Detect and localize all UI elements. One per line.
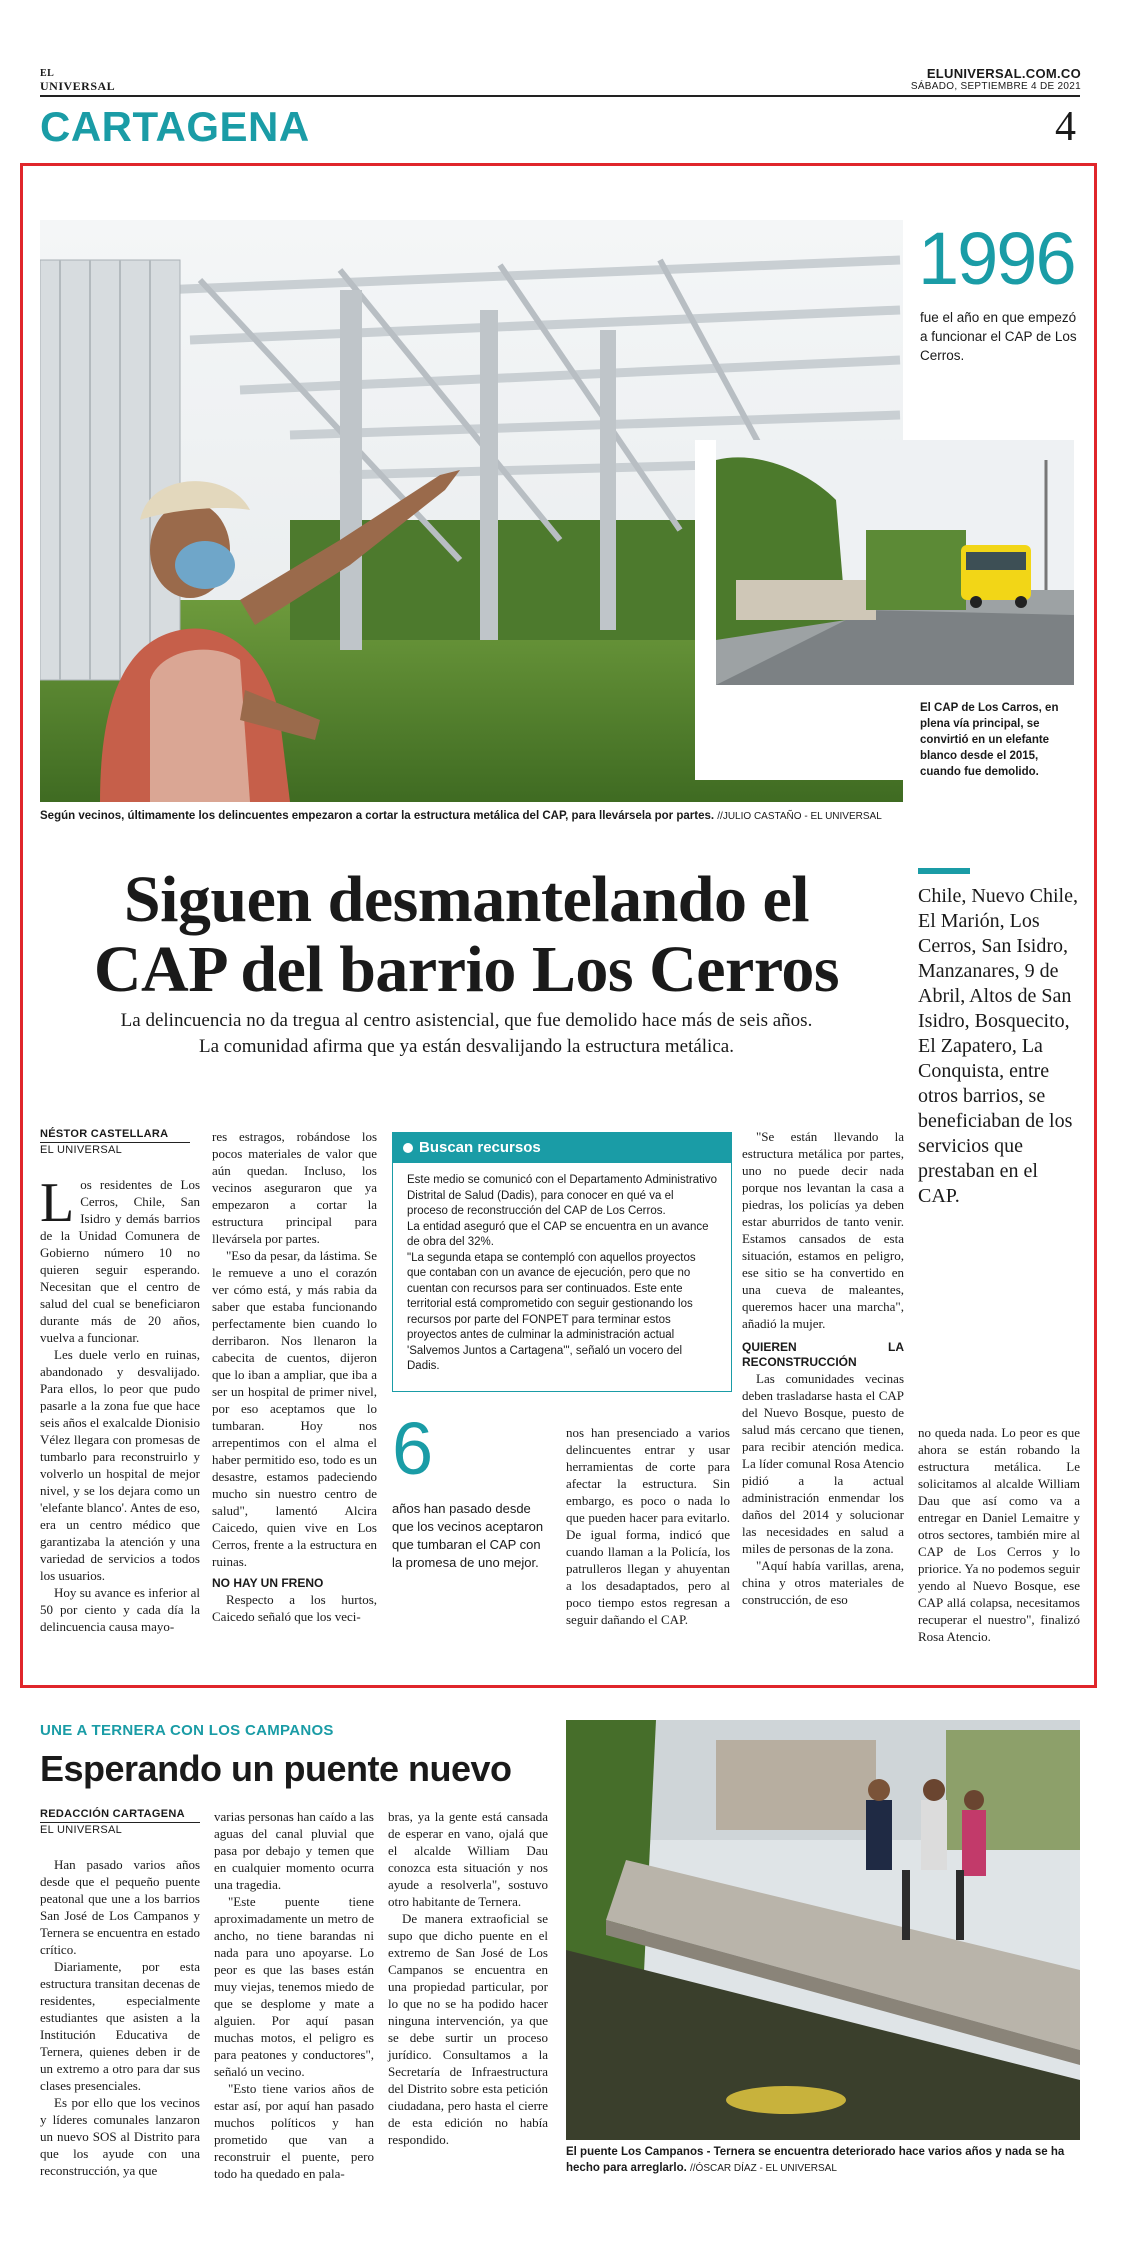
stat-year-text: fue el año en que empezó a funcionar el CAP de Los Cerros. <box>920 310 1077 363</box>
headline <box>40 865 893 1005</box>
subhead-no-freno: NO HAY UN FRENO <box>212 1576 324 1590</box>
paragraph: bras, ya la gente está cansada de esperar en vano, ojalá que el alcalde William Dau conozca esta situación y nos ayude a resolverla", sostuvo otro habitante de Ternera. <box>388 1809 548 1909</box>
author-outlet: EL UNIVERSAL <box>40 1144 123 1156</box>
paragraph: Las comunidades vecinas deben trasladarse hasta el CAP del Nuevo Bosque, puesto de salud más cercano que tienen, para recibir atención medica. La líder comunal Rosa Atencio pidió a la actual administración enmendar los daños del 2014 y solucionar las necesidades en salud a miles de personas de la zona. <box>742 1371 904 1556</box>
second-column-1 <box>40 1856 200 2179</box>
paragraph: res estragos, robándose los pocos materiales de valor que aún quedan. Incluso, los vecinos aseguraron que ya empezaron a cortar la estructura principal para llevársela por partes. <box>212 1129 377 1246</box>
paragraph: "Eso da pesar, da lástima. Se le remueve a uno el corazón ver cómo está, y más rabia da saber que estaba funcionando perfectamente bien cuando lo derribaron. Nos llenaron la cabecita de cuentos, dijeron que lo iban a ampliar, que iba a ser un hospital de primer nivel, por eso aceptamos que lo tumbaran. Hoy nos arrepentimos con el alma el haber permitido eso, todo es un desastre, estamos padeciendo mucho sin nuestro centro de salud", lamentó Alcira Caicedo, quien vive en Los Cerros, frente a la estructura en ruinas. <box>212 1248 377 1569</box>
paragraph: Diariamente, por esta estructura transitan decenas de residentes, especialmente estudiantes que asisten a la Institución Educativa de Ternera, quienes deben ir de un extremo a otro para dar sus clases presenciales. <box>40 1959 200 2093</box>
info-box-header <box>393 1133 731 1163</box>
inset-photo-caption: El CAP de Los Carros, en plena vía principal, se convirtió en un elefante blanco desde el 2015, cuando fue demolido. <box>920 702 1059 778</box>
paragraph: "La segunda etapa se contempló con aquellos proyectos que contaban con un avance de ejecución, pero que no cuentan con recursos para ser continuados. Este ente territorial está comprometido con seguir gestionando los recursos por parte del FONPET para terminar estos proyectos antes de culminar la administración actual 'Salvemos Juntos a Cartagena'", señaló un vocero del Dadis. <box>407 1251 696 1372</box>
paragraph: "Este puente tiene aproximadamente un metro de ancho, no tiene barandas ni nada para uno apoyarse. Lo peor es que las bases están muy viejas, tenemos miedo de que se desplome y mate a alguien. Por aquí pasan muchas motos, el peligro es para peatones y conductores", señaló un vecino. <box>214 1894 374 2079</box>
page-number: 4 <box>1055 104 1076 150</box>
paragraph: os residentes de Los Cerros, Chile, San Isidro y demás barrios de la Unidad Comunera de Gobierno número 10 no quieren seguir esperando. Necesitan que el centro de salud del cual se beneficiaron durante más de 20 años, vuelva a funcionar. <box>40 1177 200 1345</box>
masthead-info <box>911 66 1081 92</box>
paragraph: "Se están llevando la estructura metálica por partes, uno no puede decir nada porque nos levantan la casa a piedras, los policías ya deben estar aburridos de tanto venir. Estamos cansados de esta situación, estamos en peligro, ese sitio se ha convertido en una cueva de maleantes, queremos hacer una marcha", añadió la mujer. <box>742 1129 904 1331</box>
paragraph: "Esto tiene varios años de estar así, por aquí han pasado muchos políticos y han prometido que van a reconstruir el puente, pero todo ha quedado en pala- <box>214 2081 374 2181</box>
newspaper-logo <box>40 68 115 92</box>
main-column-3 <box>566 1424 730 1628</box>
bridge-photo-caption <box>566 2144 1080 2177</box>
main-column-4 <box>742 1128 904 1608</box>
deck-line-2: La comunidad afirma que ya están desvalijando la estructura metálica. <box>199 1036 734 1057</box>
main-column-1 <box>40 1172 200 1635</box>
second-story-outlet: EL UNIVERSAL <box>40 1824 123 1836</box>
main-column-2 <box>212 1128 377 1625</box>
main-column-5 <box>918 1424 1080 1645</box>
paragraph: "Aquí había varillas, arena, china y otros materiales de construcción, de eso <box>742 1558 904 1607</box>
info-box <box>392 1132 732 1392</box>
second-story-headline: Esperando un puente nuevo <box>40 1748 512 1789</box>
paragraph: Les duele verlo en ruinas, abandonado y desvalijado. Para ellos, lo peor que pudo pasarle a la zona fue que hace seis años el exalcalde Dionisio Vélez llegara con promesas de tumbarlo para reconstruirlo y volverlo un hospital de mejor nivel, y se los dejara como un 'elefante blanco'. Antes de eso, era un centro médico que garantizaba la atención y una variedad de servicios a todos los usuarios. <box>40 1347 200 1583</box>
bridge-photo <box>566 1720 1080 2140</box>
paragraph: Este medio se comunicó con el Departamento Administrativo Distrital de Salud (Dadis), para conocer en qué va el proceso de reconstrucción del CAP de Los Cerros. <box>407 1174 718 1217</box>
bridge-photo-caption-text: El puente Los Campanos - Ternera se encuentra deteriorado hace varios años y nada se ha hecho para arreglarlo. <box>566 2146 1065 2174</box>
logo-line-2: UNIVERSAL <box>40 79 116 93</box>
subhead-reconstruccion: QUIEREN LA RECONSTRUCCIÓN <box>742 1340 904 1369</box>
stat-years-text: años han pasado desde que los vecinos aceptaron que tumbaran el CAP con la promesa de uno mejor. <box>392 1501 544 1570</box>
bridge-photo-illustration <box>566 1720 1080 2140</box>
deck-line-1: La delincuencia no da tregua al centro asistencial, que fue demolido hace más de seis años. <box>120 1010 813 1031</box>
author-byline: NÉSTOR CASTELLARA <box>40 1128 190 1143</box>
paragraph: nos han presenciado a varios delincuentes entrar y usar herramientas de corte para afectar la estructura. Sin embargo, es poco o nada lo que pueden hacer para evitarlo. De igual forma, indicó que cuando llaman a la Policía, los patrulleros llegan y ahuyentan a los desadaptados, pero al poco tiempo estos regresan a seguir dañando el CAP. <box>566 1425 730 1627</box>
bridge-photo-credit: //ÓSCAR DÍAZ - EL UNIVERSAL <box>690 2163 837 2174</box>
paragraph: varias personas han caído a las aguas del canal pluvial que pasa por debajo y temen que en cualquier momento ocurra una tragedia. <box>214 1809 374 1892</box>
paragraph: Es por ello que los vecinos y líderes comunales lanzaron un nuevo SOS al Distrito para que los ayude con una reconstrucción, ya que <box>40 2095 200 2178</box>
masthead-rule <box>40 95 1080 97</box>
bullet-icon <box>403 1143 413 1153</box>
logo-line-1: EL <box>40 68 55 79</box>
headline-line-1: Siguen desmantelando el <box>123 863 810 936</box>
paragraph: Hoy su avance es inferior al 50 por ciento y cada día la delincuencia causa mayo- <box>40 1585 200 1634</box>
paragraph: Han pasado varios años desde que el pequeño puente peatonal que une a los barrios San José de Los Campanos y Ternera se encuentra en estado crítico. <box>40 1857 200 1957</box>
sidebar-text: Chile, Nuevo Chile, El Marión, Los Cerros, San Isidro, Manzanares, 9 de Abril, Altos de San Isidro, Bosquecito, El Zapatero, La Conquista, entre otros barrios, se beneficiaban de los servicios que prestaban en el CAP. <box>918 885 1078 1207</box>
main-photo-credit: //JULIO CASTAÑO - EL UNIVERSAL <box>717 811 882 822</box>
main-photo-caption-text: Según vecinos, últimamente los delincuentes empezaron a cortar la estructura metálica del CAP, para llevársela por partes. <box>40 810 715 822</box>
deck <box>40 1008 893 1060</box>
edition-date: SÁBADO, SEPTIEMBRE 4 DE 2021 <box>910 81 1081 92</box>
info-box-title: Buscan recursos <box>419 1139 541 1156</box>
sidebar-accent-bar <box>918 868 970 874</box>
inset-photo <box>716 440 1074 685</box>
info-box-body <box>393 1163 731 1385</box>
paragraph: La entidad aseguró que el CAP se encuentra en un avance de obra del 32%. <box>407 1220 709 1248</box>
paragraph: no queda nada. Lo peor es que ahora se están robando la estructura metálica. Le solicitamos al alcalde William Dau que así como va a entregar en Daniel Lemaitre y otros sectores, también mire al CAP de Los Cerros y lo priorice. Ya no podemos seguir yendo al Nuevo Bosque, ese CAP allá colapsa, necesitamos recuperar el nuestro", finalizó Rosa Atencio. <box>918 1425 1080 1644</box>
stat-year: 1996 <box>918 217 1075 300</box>
inset-photo-illustration <box>716 440 1074 685</box>
second-story-byline: REDACCIÓN CARTAGENA <box>40 1808 200 1823</box>
section-title: CARTAGENA <box>40 103 310 150</box>
second-story-kicker: UNE A TERNERA CON LOS CAMPANOS <box>40 1722 334 1739</box>
paragraph: Respecto a los hurtos, Caicedo señaló que los veci- <box>212 1592 377 1624</box>
main-photo-caption <box>40 808 1040 825</box>
paragraph: De manera extraoficial se supo que dicho puente en el extremo de San José de Los Campanos se encuentra en una propiedad particular, por lo que no se ha podido hacer ninguna intervención, ya que se debe surtir un proceso jurídico. Consultamos a la Secretaría de Infraestructura del Distrito sobre esta petición ciudadana, pero hasta el cierre de esta edición no había respondido. <box>388 1911 548 2147</box>
drop-cap: L <box>40 1172 75 1234</box>
stat-years: 6 <box>392 1407 432 1490</box>
second-column-3 <box>388 1808 548 2148</box>
site-url: ELUNIVERSAL.COM.CO <box>926 66 1081 81</box>
second-column-2 <box>214 1808 374 2182</box>
headline-line-2: CAP del barrio Los Cerros <box>93 933 840 1006</box>
